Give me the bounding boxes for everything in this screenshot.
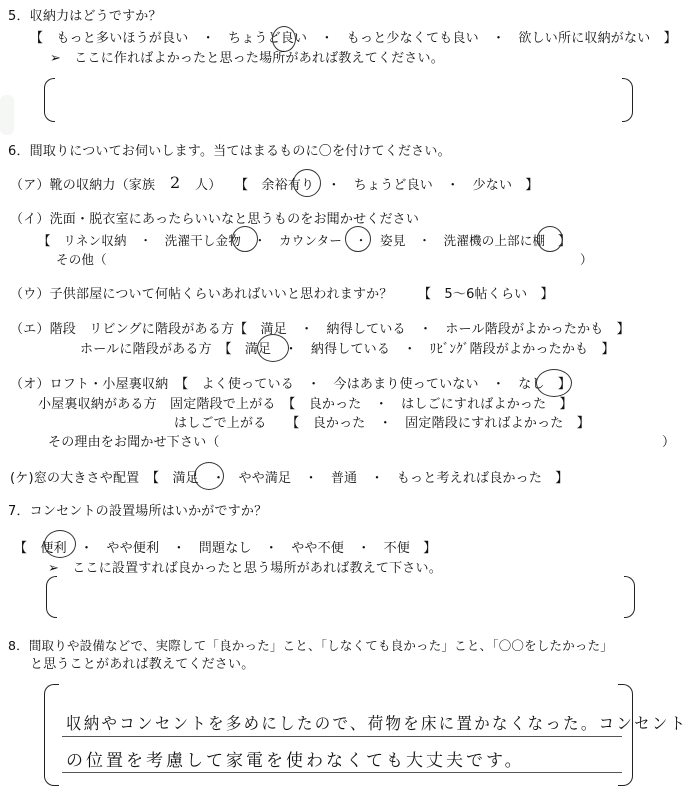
q7-answer-box-left bbox=[46, 576, 57, 618]
q6-i-circle-2 bbox=[345, 226, 371, 252]
q8-answer-line1[interactable]: 収納やコンセントを多めにしたので、荷物を床に置かなくなった。コンセント bbox=[66, 714, 688, 733]
q5-answer-circle bbox=[272, 26, 296, 52]
q5-title: 5．収納力はどうですか？ bbox=[8, 9, 162, 24]
q5-sub: ➢ ここに作ればよかったと思った場所があれば教えてください。 bbox=[50, 51, 444, 66]
q8-ruled-line-2 bbox=[62, 772, 622, 773]
q5-options[interactable]: 【 もっと多いほうが良い ・ ちょうど良い ・ もっと少なくても良い ・ 欲しい所に収納がない 】 bbox=[30, 31, 677, 46]
q6-i-circle-1 bbox=[232, 226, 258, 252]
q6-a-answer-circle bbox=[293, 169, 321, 197]
q6-e-label2[interactable]: ホールに階段がある方 【 満足 ・ 納得している ・ ﾘﾋﾞﾝｸﾞ階段がよかったかも 】 bbox=[80, 342, 615, 357]
q8-answer-line2[interactable]: の位置を考慮して家電を使わなくても大丈夫です。 bbox=[66, 751, 525, 771]
q6-e-label[interactable]: （エ）階段 リビングに階段がある方【 満足 ・ 納得している ・ ホール階段がよかったかも 】 bbox=[10, 322, 630, 337]
q6-a-unit: 人） bbox=[195, 178, 222, 193]
q6-o-label[interactable]: （オ）ロフト・小屋裏収納 【 よく使っている ・ 今はあまり使っていない ・ なし 】 bbox=[10, 377, 572, 392]
q6-ke-answer-circle bbox=[194, 462, 224, 490]
q6-i-label: （イ）洗面・脱衣室にあったらいいなと思うものをお聞かせください bbox=[10, 212, 420, 227]
q8-answer-box-left bbox=[44, 684, 59, 786]
q7-answer-circle bbox=[44, 530, 76, 558]
q7-sub: ➢ ここに設置すれば良かったと思う場所があれば教えて下さい。 bbox=[48, 561, 442, 576]
q6-u-label: （ウ）子供部屋について何帖くらいあればいいと思われますか？ bbox=[10, 287, 393, 302]
q6-a-family-count[interactable]: 2 bbox=[170, 173, 184, 192]
q8-answer-box-right bbox=[618, 684, 633, 786]
q6-o-answer-circle bbox=[536, 369, 572, 397]
q7-options[interactable]: 【 便利 ・ やや便利 ・ 問題なし ・ やや不便 ・ 不便 】 bbox=[14, 541, 437, 556]
q7-answer-box-right bbox=[624, 576, 635, 618]
q6-e-answer-circle bbox=[257, 334, 289, 362]
q7-title: 7．コンセントの設置場所はいかがですか？ bbox=[8, 504, 268, 519]
q6-title: 6．間取りについてお伺いします。当てはまるものに〇を付けてください。 bbox=[8, 144, 451, 159]
q8-title2: と思うことがあれば教えてください。 bbox=[30, 657, 255, 672]
scan-artifact bbox=[0, 95, 14, 135]
q6-o-line3[interactable]: はしごで上がる 【 良かった ・ 固定階段にすればよかった 】 bbox=[174, 416, 590, 431]
q6-o-reason[interactable]: その理由をお聞かせ下さい（ bbox=[48, 435, 220, 450]
q6-a-options[interactable]: 【 余裕有り ・ ちょうど良い ・ 少ない 】 bbox=[235, 178, 539, 193]
q6-ke-label[interactable]: (ケ)窓の大きさや配置 【 満足 ・ やや満足 ・ 普通 ・ もっと考えれば良かった 】 bbox=[10, 471, 569, 486]
q6-o-line2[interactable]: 小屋裏収納がある方 固定階段で上がる 【 良かった ・ はしごにすればよかった 】 bbox=[38, 397, 573, 412]
q6-a-label: （ア）靴の収納力（家族 bbox=[10, 178, 156, 193]
q5-answer-box-right bbox=[622, 78, 633, 122]
q5-answer-box-left bbox=[44, 78, 55, 122]
q6-i-other[interactable]: その他（ bbox=[56, 252, 107, 267]
q6-o-reason-close: ） bbox=[662, 435, 676, 450]
q6-i-options[interactable]: 【 リネン収納 ・ 洗濯干し金物 ・ カウンター ・ 姿見 ・ 洗濯機の上部に棚 】 bbox=[38, 233, 571, 248]
q8-ruled-line-1 bbox=[62, 736, 622, 737]
q6-u-answer[interactable]: 【 5～6帖くらい 】 bbox=[418, 287, 554, 302]
q8-title: 8．間取りや設備などで、実際して「良かった」こと、「しなくても良かった」こと、「〇〇をしたかった」 bbox=[8, 638, 614, 653]
q6-i-other-close: ） bbox=[580, 252, 593, 267]
q6-i-circle-3 bbox=[537, 226, 563, 252]
